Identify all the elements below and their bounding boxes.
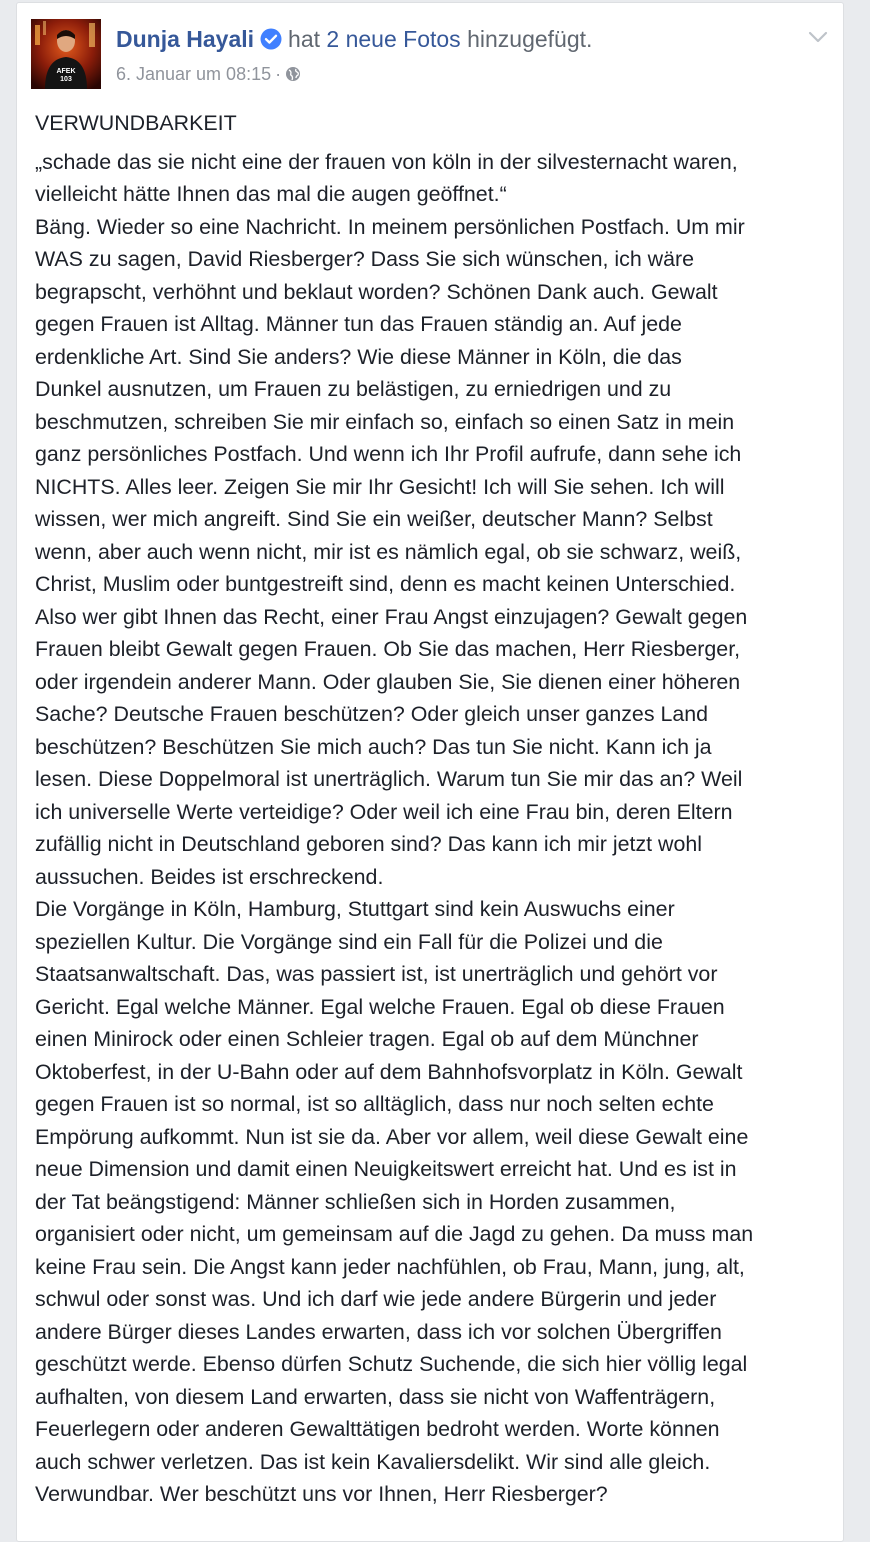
post-text-line: andere Bürger dieses Landes erwarten, dass ich vor solchen Übergriffen	[35, 1319, 722, 1344]
post-text-line: gegen Frauen ist so normal, ist so alltäglich, dass nur noch selten echte	[35, 1092, 714, 1116]
post-card	[16, 2, 844, 1542]
post-text-line: Oktoberfest, in der U-Bahn oder auf dem Bahnhofsvorplatz in Köln. Gewalt	[35, 1059, 743, 1084]
post-text-line: Christ, Muslim oder buntgestreift sind, denn es macht keinen Unterschied.	[35, 572, 736, 596]
post-text-line: Frauen bleibt Gewalt gegen Frauen. Ob Sie das machen, Herr Riesberger,	[35, 637, 741, 661]
post-text-line: beschmutzen, schreiben Sie mir einfach so, einfach so einen Satz in mein	[35, 409, 735, 434]
post-text-line: begrapscht, verhöhnt und beklaut worden? Schönen Dank auch. Gewalt	[35, 279, 718, 304]
post-text-line: Also wer gibt Ihnen das Recht, einer Frau Angst einzujagen? Gewalt gegen	[35, 604, 748, 629]
action-prefix: hat	[288, 26, 321, 52]
post-text-line: neue Dimension und damit einen Neuigkeitswert erreicht hat. Und es ist in	[35, 1157, 737, 1181]
post-text-line: zufällig nicht in Deutschland geboren sind? Das kann ich mir jetzt wohl	[35, 832, 703, 856]
post-text	[35, 107, 835, 1511]
post-text-line: erdenkliche Art. Sind Sie anders? Wie diese Männer in Köln, die das	[35, 344, 682, 369]
globe-icon[interactable]	[285, 66, 301, 82]
timestamp-link[interactable]: 6. Januar um 08:15	[116, 64, 272, 84]
post-text-line: geschützt werde. Ebenso dürfen Schutz Suchende, die sich hier völlig legal	[35, 1352, 748, 1376]
post-text-line: aufhalten, von diesem Land erwarten, dass sie nicht von Waffenträgern,	[35, 1384, 716, 1409]
author-name-link[interactable]: Dunja Hayali	[116, 26, 255, 52]
post-header	[31, 17, 829, 89]
chevron-down-icon[interactable]	[807, 29, 829, 45]
avatar-caption: AFEK 103	[56, 68, 76, 83]
post-text-line: schwul oder sonst was. Und ich darf wie jede andere Bürgerin und jeder	[35, 1287, 717, 1311]
post-text-line: wissen, wer mich angreift. Sind Sie ein weißer, deutscher Mann? Selbst	[35, 507, 713, 531]
post-text-line: Bäng. Wieder so eine Nachricht. In meinem persönlichen Postfach. Um mir	[35, 214, 745, 239]
post-text-line: organisiert oder nicht, um gemeinsam auf die Jagd zu gehen. Da muss man	[35, 1222, 754, 1246]
post-text-line: vielleicht hätte Ihnen das mal die augen geöffnet.“	[35, 182, 507, 206]
post-text-line: aussuchen. Beides ist erschreckend.	[35, 864, 384, 889]
post-text-line: „schade das sie nicht eine der frauen von köln in der silvesternacht waren,	[35, 149, 738, 174]
post-headline	[116, 24, 592, 54]
post-text-line: Die Vorgänge in Köln, Hamburg, Stuttgart sind kein Auswuchs einer	[35, 897, 675, 921]
post-text-line: Dunkel ausnutzen, um Frauen zu belästigen, zu erniedrigen und zu	[35, 377, 672, 401]
post-text-line: Sache? Deutsche Frauen beschützen? Oder gleich unser ganzes Land	[35, 702, 709, 726]
post-text-line: keine Frau sein. Die Angst kann jeder nachfühlen, ob Frau, Mann, jung, alt,	[35, 1254, 745, 1279]
post-meta	[116, 62, 301, 86]
post-text-line: wenn, aber auch wenn nicht, mir ist es nämlich egal, ob sie schwarz, weiß,	[35, 539, 742, 564]
post-text-line: NICHTS. Alles leer. Zeigen Sie mir Ihr Gesicht! Ich will Sie sehen. Ich will	[35, 474, 725, 499]
meta-separator: ·	[275, 64, 282, 84]
post-text-line: der Tat beängstigend: Männer schließen sich in Horden zusammen,	[35, 1189, 676, 1214]
post-text-line: Gericht. Egal welche Männer. Egal welche Frauen. Egal ob diese Frauen	[35, 994, 725, 1019]
post-title: VERWUNDBARKEIT	[35, 111, 237, 135]
photos-link[interactable]: 2 neue Fotos	[326, 26, 461, 52]
post-text-line: WAS zu sagen, David Riesberger? Dass Sie sich wünschen, ich wäre	[35, 247, 695, 271]
post-paragraphs	[35, 146, 835, 1511]
post-text-line: speziellen Kultur. Die Vorgänge sind ein Fall für die Polizei und die	[35, 929, 663, 954]
avatar[interactable]	[31, 19, 101, 89]
post-text-line: einen Minirock oder einen Schleier tragen. Egal ob auf dem Münchner	[35, 1027, 699, 1051]
post-text-line: Feuerlegern oder anderen Gewalttätigen bedroht werden. Worte können	[35, 1417, 720, 1441]
post-text-line: ganz persönliches Postfach. Und wenn ich Ihr Profil aufrufe, dann sehe ich	[35, 442, 742, 466]
post-text-line: beschützen? Beschützen Sie mich auch? Das tun Sie nicht. Kann ich ja	[35, 734, 712, 759]
verified-badge-icon	[260, 28, 282, 50]
post-text-line: oder irgendein anderer Mann. Oder glauben Sie, Sie dienen einer höheren	[35, 669, 741, 694]
post-text-line: ich universelle Werte verteidige? Oder weil ich eine Frau bin, deren Eltern	[35, 799, 733, 824]
post-text-line: Staatsanwaltschaft. Das, was passiert ist, ist unerträglich und gehört vor	[35, 962, 718, 986]
action-suffix: hinzugefügt.	[467, 26, 593, 52]
post-text-line: gegen Frauen ist Alltag. Männer tun das Frauen ständig an. Auf jede	[35, 312, 682, 336]
post-text-line: Empörung aufkommt. Nun ist sie da. Aber vor allem, weil diese Gewalt eine	[35, 1124, 749, 1149]
post-text-line: Verwundbar. Wer beschützt uns vor Ihnen, Herr Riesberger?	[35, 1482, 608, 1506]
post-text-line: auch schwer verletzen. Das ist kein Kavaliersdelikt. Wir sind alle gleich.	[35, 1449, 711, 1474]
post-text-line: lesen. Diese Doppelmoral ist unerträglich. Warum tun Sie mir das an? Weil	[35, 767, 743, 791]
